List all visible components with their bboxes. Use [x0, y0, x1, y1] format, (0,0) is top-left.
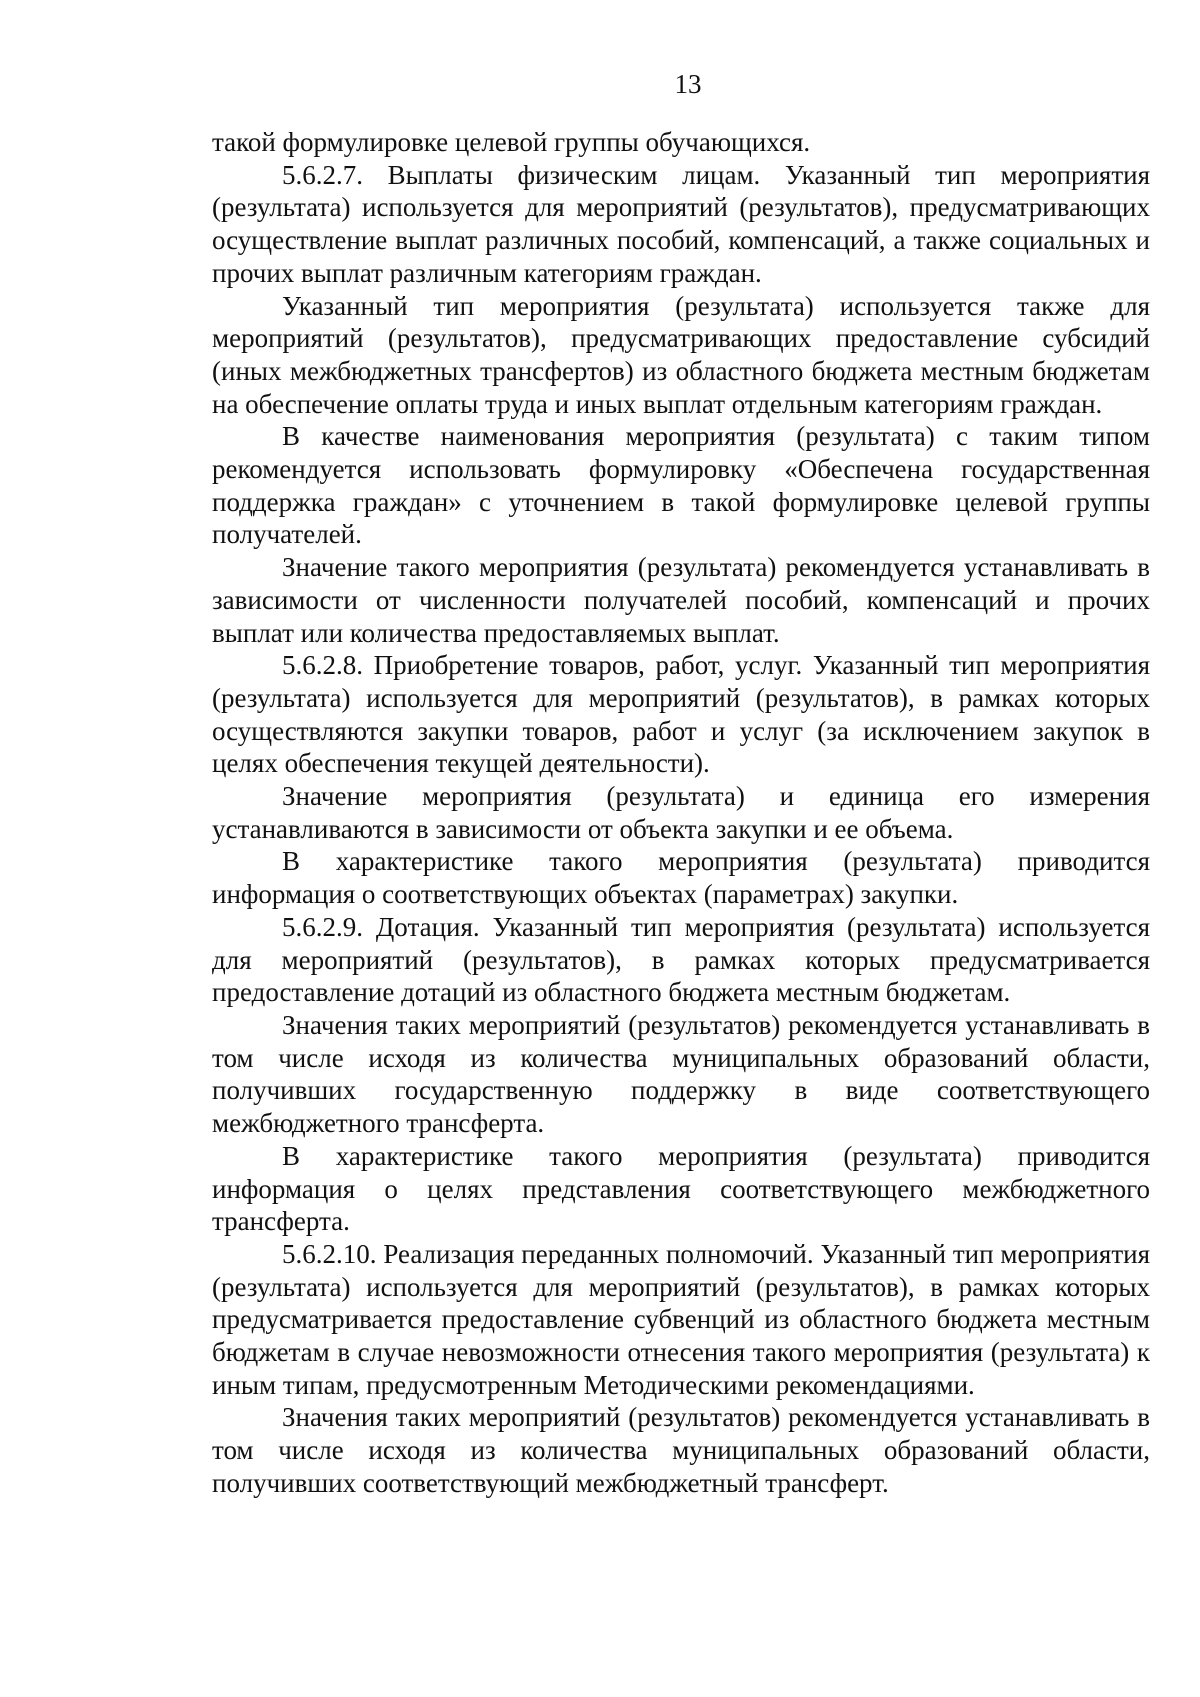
- paragraph-5-6-2-8: 5.6.2.8. Приобретение товаров, работ, услуг. Указанный тип мероприятия (результата) используется для мероприятий (результатов), в рамках которых осуществляются закупки товаров, работ и услуг (за исключением закупок в целях обеспечения текущей деятельности).: [212, 650, 1150, 779]
- paragraph: Значение такого мероприятия (результата) рекомендуется устанавливать в зависимости от численности получателей пособий, компенсаций и прочих выплат или количества предоставляемых выплат.: [212, 552, 1150, 648]
- paragraph: В качестве наименования мероприятия (результата) с таким типом рекомендуется использовать формулировку «Обеспечена государственная поддержка граждан» с уточнением в такой формулировке целевой группы получателей.: [212, 421, 1150, 550]
- paragraph: Значения таких мероприятий (результатов) рекомендуется устанавливать в том числе исходя из количества муниципальных образований области, получивших государственную поддержку в виде соответствующего межбюджетного трансферта.: [212, 1009, 1150, 1139]
- paragraph: Значение мероприятия (результата) и единица его измерения устанавливаются в зависимости от объекта закупки и ее объема.: [212, 781, 1150, 844]
- paragraph-continuation: такой формулировке целевой группы обучающихся.: [212, 127, 811, 157]
- page-number: 13: [674, 69, 702, 99]
- paragraph: В характеристике такого мероприятия (результата) приводится информация о соответствующих объектах (параметрах) закупки.: [212, 846, 1150, 910]
- paragraph: Указанный тип мероприятия (результата) используется также для мероприятий (результатов), предусматривающих предоставление субсидий (иных межбюджетных трансфертов) из областного бюджета местным бюджетам на обеспечение оплаты труда и иных выплат отдельным категориям граждан.: [212, 290, 1150, 419]
- paragraph: Значения таких мероприятий (результатов) рекомендуется устанавливать в том числе исходя из количества муниципальных образований области, получивших соответствующий межбюджетный трансферт.: [212, 1402, 1150, 1498]
- paragraph-5-6-2-9: 5.6.2.9. Дотация. Указанный тип мероприятия (результата) используется для мероприятий (результатов), в рамках которых предусматривается предоставление дотаций из областного бюджета местным бюджетам.: [212, 911, 1150, 1008]
- paragraph: В характеристике такого мероприятия (результата) приводится информация о целях представления соответствующего межбюджетного трансферта.: [212, 1140, 1150, 1237]
- document-body: [212, 126, 1150, 1500]
- paragraph-5-6-2-7: 5.6.2.7. Выплаты физическим лицам. Указанный тип мероприятия (результата) используется для мероприятий (результатов), предусматривающих осуществление выплат различных пособий, компенсаций, а также социальных и прочих выплат различным категориям граждан.: [212, 159, 1150, 288]
- paragraph-5-6-2-10: 5.6.2.10. Реализация переданных полномочий. Указанный тип мероприятия (результата) используется для мероприятий (результатов), в рамках которых предусматривается предоставление субвенций из областного бюджета местным бюджетам в случае невозможности отнесения такого мероприятия (результата) к иным типам, предусмотренным Методическими рекомендациями.: [212, 1238, 1150, 1400]
